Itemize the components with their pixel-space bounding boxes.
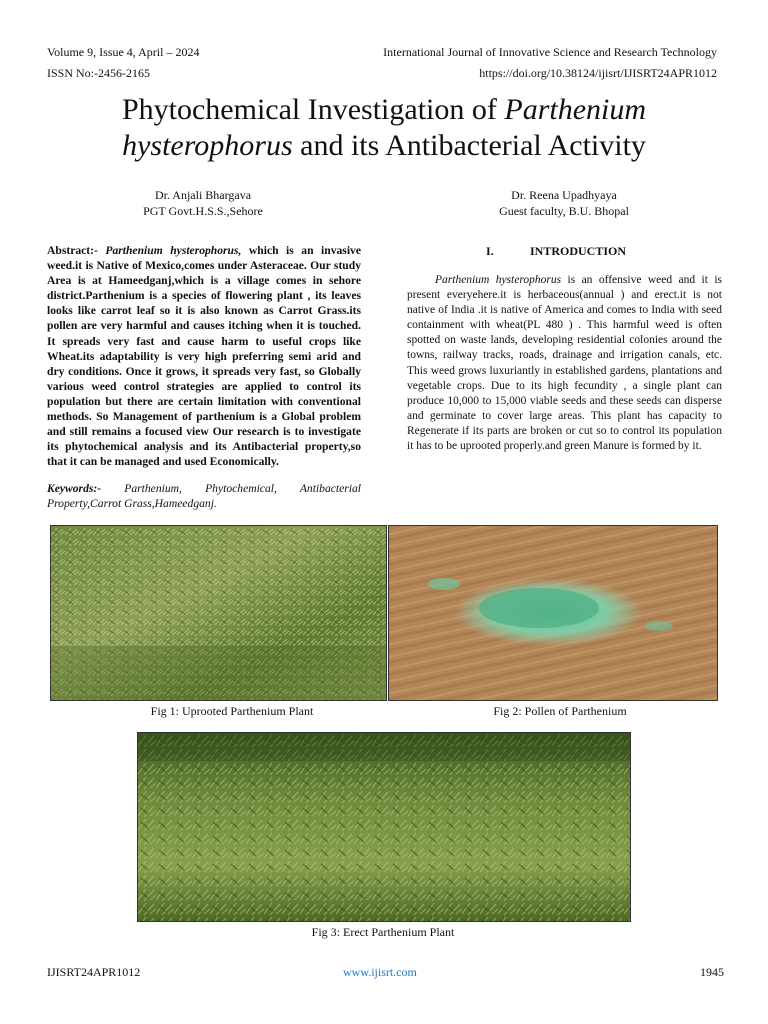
figure-2-caption: Fig 2: Pollen of Parthenium (493, 704, 627, 718)
keywords (47, 481, 361, 511)
section-number: I. (486, 244, 494, 258)
title-italic1: Parthenium (504, 93, 647, 126)
header-journal: International Journal of Innovative Science and Research Technology (383, 45, 717, 59)
title-part2: and its Antibacterial Activity (292, 129, 646, 162)
header-issn: ISSN No:-2456-2165 (47, 66, 151, 80)
abstract (47, 243, 361, 469)
paper-title (40, 92, 728, 164)
header-volume: Volume 9, Issue 4, April – 2024 (47, 45, 200, 59)
keywords-label: Keywords:- (47, 482, 102, 495)
figure-1-caption: Fig 1: Uprooted Parthenium Plant (150, 704, 314, 718)
figure-3-erect-plant-photo (137, 732, 631, 922)
author-2-affiliation: Guest faculty, B.U. Bhopal (499, 204, 629, 218)
author-2 (460, 187, 668, 219)
abstract-species: Parthenium hysterophorus, (97, 244, 242, 257)
introduction-species: Parthenium hysterophorus (435, 274, 562, 286)
author-1-name: Dr. Anjali Bhargava (154, 188, 252, 202)
author-1-affiliation: PGT Govt.H.S.S.,Sehore (143, 204, 263, 218)
author-1 (100, 187, 306, 219)
figure-2-pollen-photo (388, 525, 718, 701)
footer-page-number: 1945 (700, 965, 724, 979)
keywords-text: Parthenium, Phytochemical, Antibacterial Property,Carrot Grass,Hameedganj. (47, 482, 361, 511)
abstract-text: which is an invasive weed.it is Native of Mexico,comes under Asteraceae. Our study Area is at Hameedganj,which is a village comes in sehore district.Parthenium is a species of flowering plant , its leaves looks like carrot leaf so it is also known as Carrot Grass.its pollen are very harmful and causes itching when it is touched. It spreads very fast and cause harm to useful crops like Wheat.its adaptability is very high preferring semi arid and dry conditions. Once it grows, it spreads very fast, so Globally various weed control strategies are applied to control its population but there are certain limitation with conventional methods. So Management of parthenium is a Global problem and still remains a focused view Our research is to investigate its phytochemical analysis and its Antibacterial property,so that it can be managed and used Economically. (47, 244, 361, 469)
section-title: INTRODUCTION (530, 244, 627, 258)
header-doi[interactable]: https://doi.org/10.38124/ijisrt/IJISRT24APR1012 (479, 66, 717, 80)
footer-paper-id: IJISRT24APR1012 (47, 965, 141, 979)
author-2-name: Dr. Reena Upadhyaya (511, 188, 617, 202)
abstract-label: Abstract:- (47, 244, 98, 257)
introduction-paragraph (407, 273, 722, 454)
figure-1-uprooted-plant-photo (50, 525, 387, 701)
footer-website-link[interactable]: www.ijisrt.com (343, 965, 417, 979)
title-italic2: hysterophorus (122, 129, 293, 162)
figure-3-caption: Fig 3: Erect Parthenium Plant (311, 925, 455, 939)
title-part1: Phytochemical Investigation of (121, 93, 505, 126)
introduction-text: is an offensive weed and it is present everyehere.it is herbaceous(annual ) and erect.it is not native of India .it is native of America and comes to India with seed containment with wheat(PL 480 ) . This harmful weed is often spotted on waste lands, developing residential colonies around the towns, railway tracks, roads, drainage and irrigation canals, etc. This weed grows luxuriantly in established gardens, plantations and vegetable crops. Due to its high fecundity , a single plant can produce 10,000 to 15,000 viable seeds and these seeds can disperse and germinate to cover large areas. This plant has capacity to Regenerate if its parts are broken or cut so to control its population it has to be uprooted properly.and green Manure is formed by it. (407, 274, 722, 453)
